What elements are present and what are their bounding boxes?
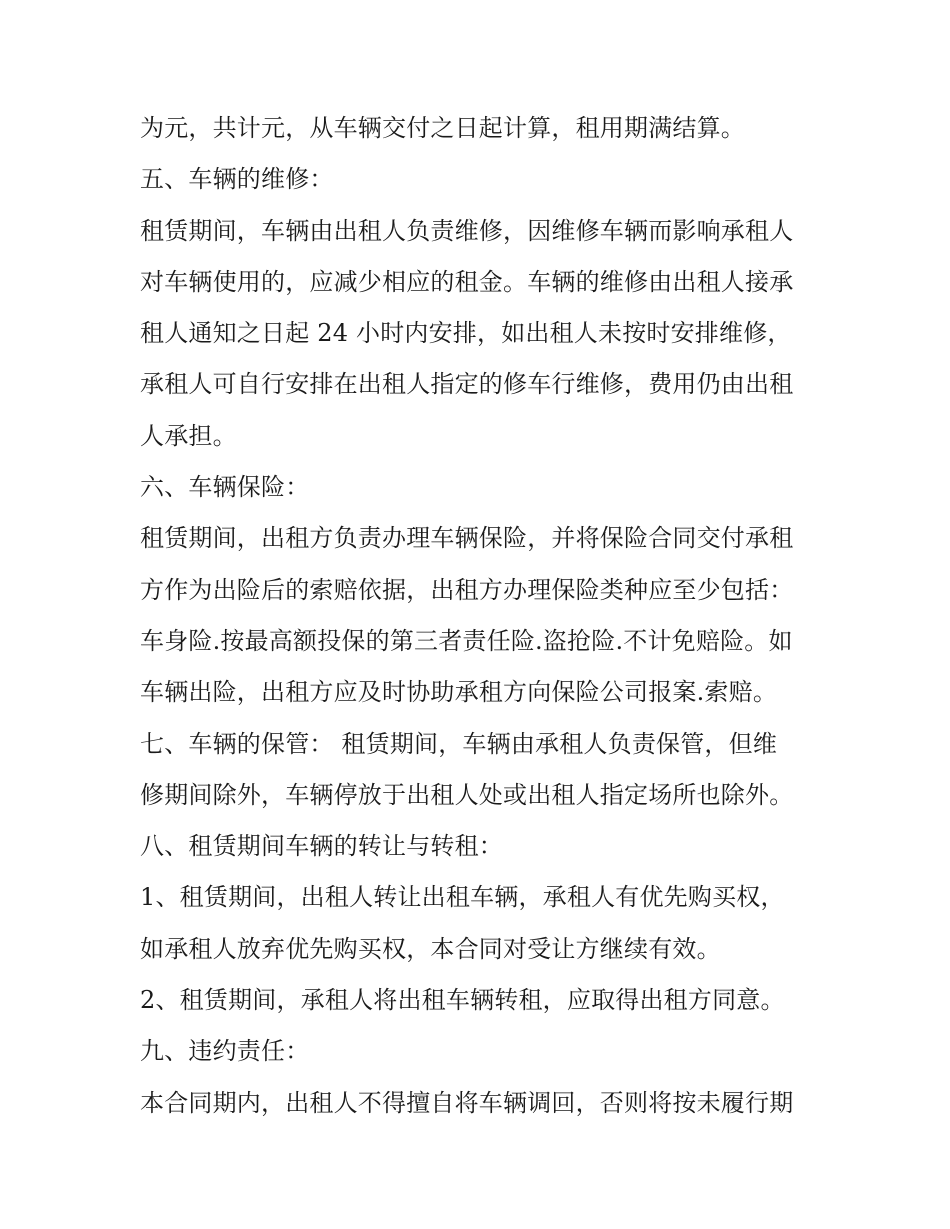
text-line: 人承担。: [140, 421, 237, 450]
section-heading-transfer: 八、租赁期间车辆的转让与转租：: [140, 832, 503, 861]
text-line: 租人通知之日起 24 小时内安排，如出租人未按时安排维修，: [140, 319, 792, 348]
section-heading-insurance: 六、车辆保险：: [140, 473, 310, 502]
section-heading-liability: 九、违约责任：: [140, 1037, 310, 1066]
text-line: 租赁期间，车辆由出租人负责维修，因维修车辆而影响承租人: [140, 216, 794, 245]
text-line: 对车辆使用的，应减少相应的租金。车辆的维修由出租人接承: [140, 267, 794, 296]
text-line: 承租人可自行安排在出租人指定的修车行维修，费用仍由出租: [140, 370, 794, 399]
text-line: 租赁期间，出租方负责办理车辆保险，并将保险合同交付承租: [140, 524, 794, 553]
document-body: [140, 103, 820, 1129]
text-line: 1、租赁期间，出租人转让出租车辆，承租人有优先购买权，: [140, 883, 785, 912]
text-line: 车辆出险，出租方应及时协助承租方向保险公司报案.索赔。: [140, 678, 778, 707]
section-heading-maintenance: 五、车辆的维修：: [140, 165, 334, 194]
text-line: 2、租赁期间，承租人将出租车辆转租，应取得出租方同意。: [140, 986, 785, 1015]
text-line: 修期间除外，车辆停放于出租人处或出租人指定场所也除外。: [140, 780, 794, 809]
text-line: 为元，共计元，从车辆交付之日起计算，租用期满结算。: [140, 114, 745, 142]
section-heading-custody: 七、车辆的保管： 租赁期间，车辆由承租人负责保管，但维: [140, 729, 778, 758]
text-line: 本合同期内，出租人不得擅自将车辆调回，否则将按未履行期: [140, 1088, 794, 1117]
text-line: 车身险.按最高额投保的第三者责任险.盗抢险.不计免赔险。如: [140, 626, 793, 655]
text-line: 如承租人放弃优先购买权，本合同对受让方继续有效。: [140, 934, 721, 963]
text-line: 方作为出险后的索赔依据，出租方办理保险类种应至少包括：: [140, 575, 794, 604]
